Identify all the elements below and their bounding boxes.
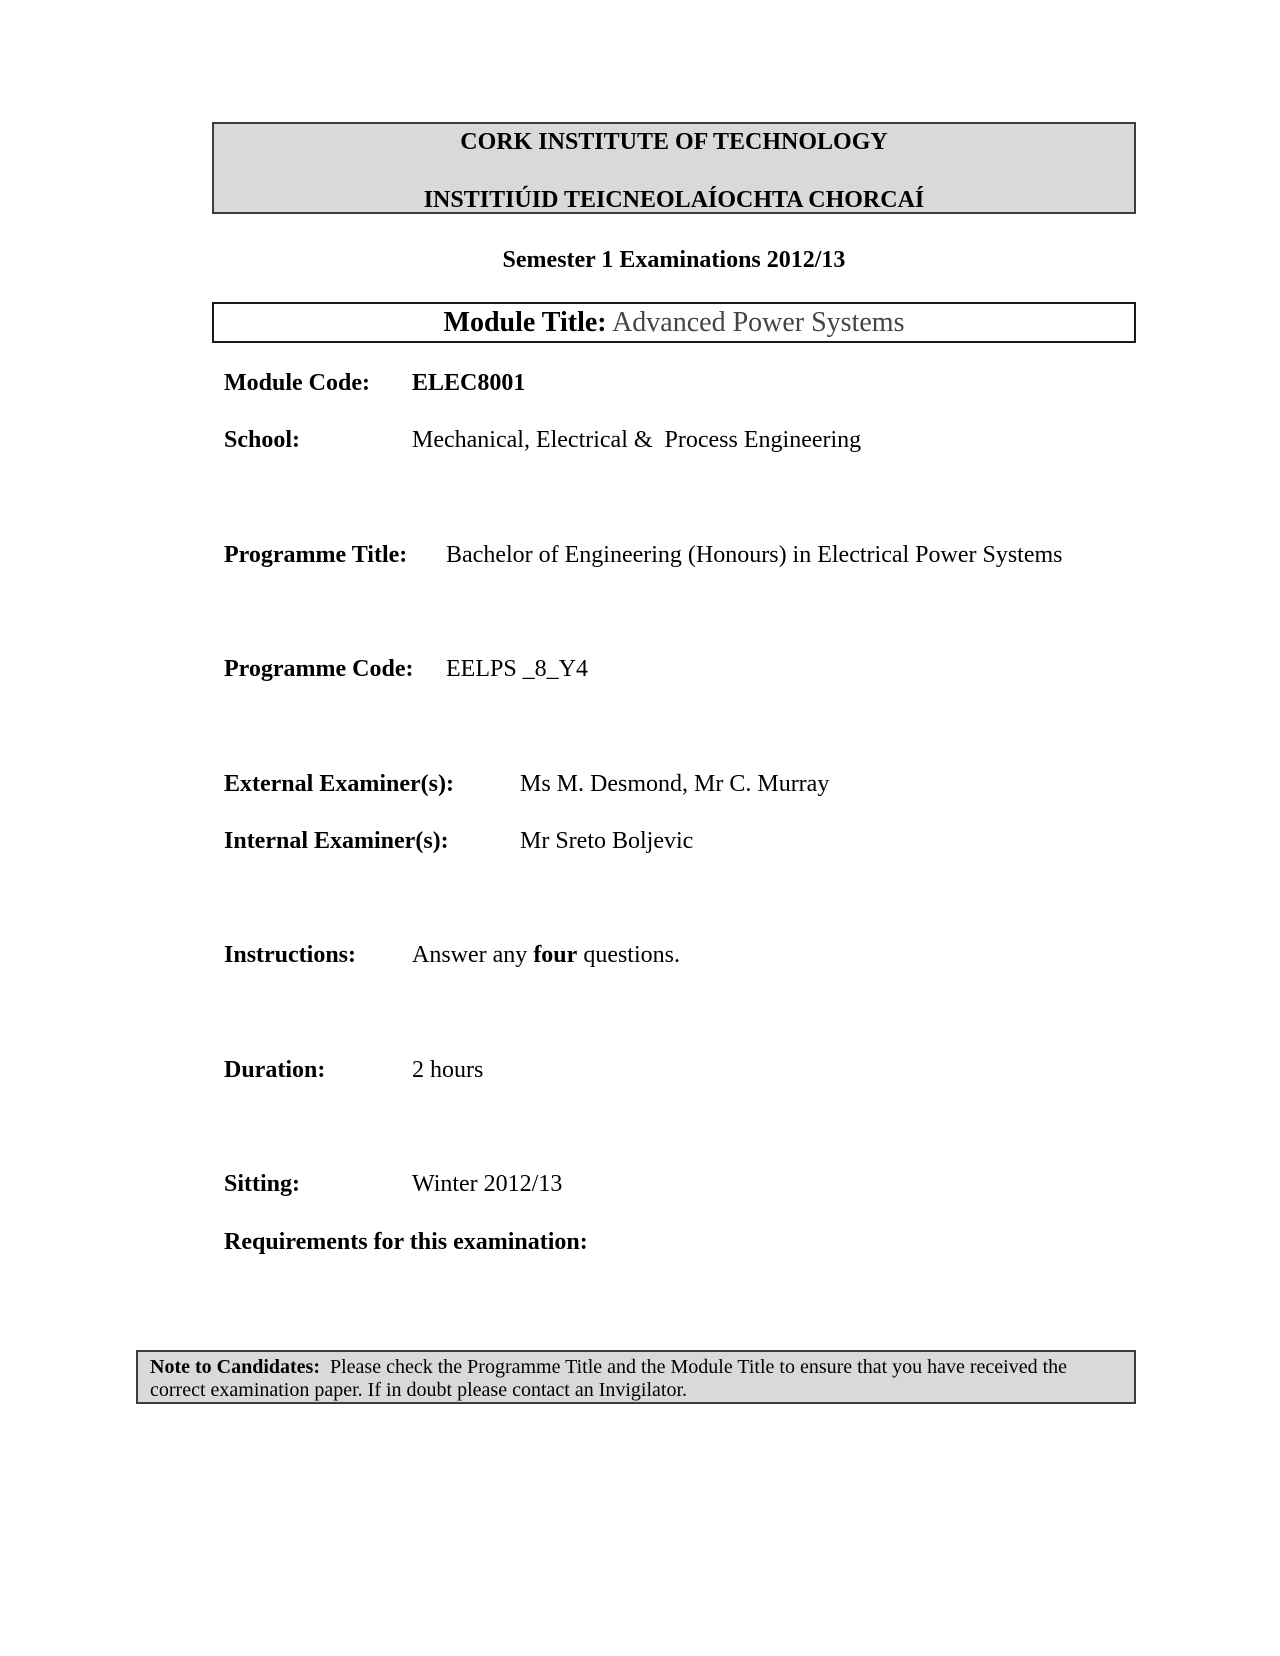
note-text-line-2: correct examination paper. If in doubt please contact an Invigilator. [150, 1379, 688, 1401]
note-to-candidates [136, 1350, 1136, 1404]
module-title-box [212, 302, 1136, 343]
instructions-text-post: questions. [577, 942, 680, 968]
instructions-text-pre: Answer any [412, 942, 534, 968]
semester-title: Semester 1 Examinations 2012/13 [502, 247, 846, 273]
instructions-text-emphasis: four [533, 942, 578, 968]
note-label: Note to Candidates: [150, 1356, 320, 1378]
module-title-label: Module Title: [443, 307, 607, 338]
sitting-value: Winter 2012/13 [412, 1171, 563, 1197]
institution-header [212, 122, 1136, 214]
module-code-label: Module Code: [224, 370, 370, 396]
module-code-value: ELEC8001 [412, 370, 526, 396]
internal-examiners-value: Mr Sreto Boljevic [520, 828, 694, 854]
sitting-label: Sitting: [224, 1171, 301, 1197]
duration-value: 2 hours [412, 1057, 484, 1083]
institution-name-english: CORK INSTITUTE OF TECHNOLOGY [460, 129, 888, 155]
school-label: School: [224, 427, 301, 453]
note-text-line-1: Please check the Programme Title and the Module Title to ensure that you have received the [330, 1356, 1068, 1378]
external-examiners-label: External Examiner(s): [224, 771, 454, 797]
note-line-1 [150, 1356, 1122, 1379]
programme-code-label: Programme Code: [224, 656, 414, 682]
programme-code-value: EELPS _8_Y4 [446, 656, 589, 682]
institution-name-irish: INSTITIÚID TEICNEOLAÍOCHTA CHORCAÍ [423, 187, 925, 213]
requirements-label: Requirements for this examination: [224, 1229, 588, 1255]
programme-title-label: Programme Title: [224, 542, 408, 568]
duration-label: Duration: [224, 1057, 326, 1083]
instructions-label: Instructions: [224, 942, 357, 968]
module-title-value: Advanced Power Systems [612, 307, 905, 338]
school-value: Mechanical, Electrical & Process Engineering [412, 427, 862, 453]
external-examiners-value: Ms M. Desmond, Mr C. Murray [520, 771, 830, 797]
instructions-value [412, 941, 680, 969]
internal-examiners-label: Internal Examiner(s): [224, 828, 449, 854]
programme-title-value: Bachelor of Engineering (Honours) in Electrical Power Systems [446, 542, 1063, 568]
